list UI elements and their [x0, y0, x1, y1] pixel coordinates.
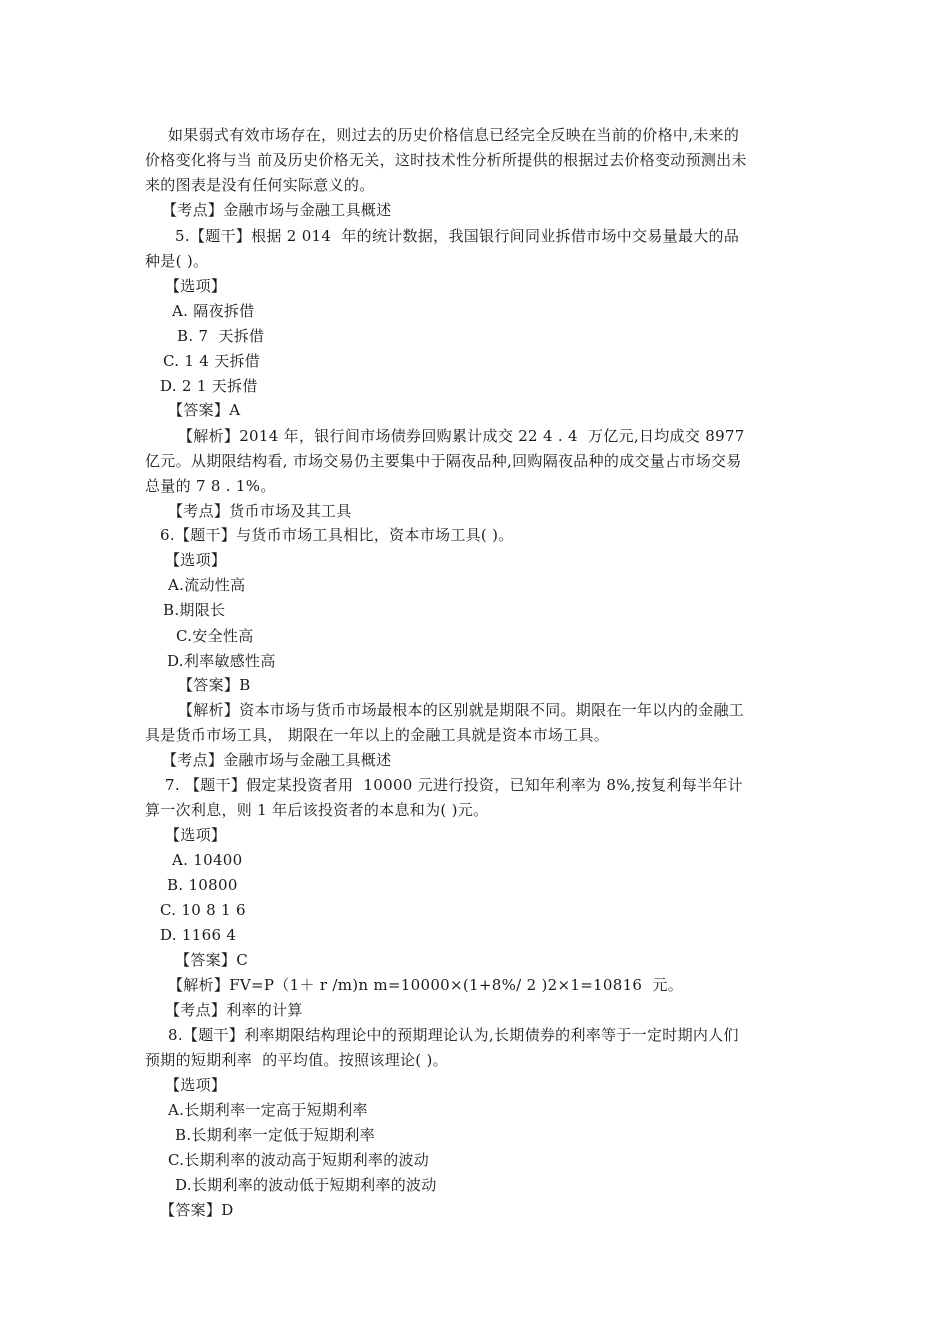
text-line: 【答案】C — [175, 951, 248, 969]
text-line: 【解析】FV=P（1＋ r /m)n m=10000×(1+8%/ 2 )2×1=10816 元。 — [168, 976, 684, 994]
text-line: C.长期利率的波动高于短期利率的波动 — [168, 1151, 430, 1169]
text-line: 7. 【题干】假定某投资者用 10000 元进行投资，已知年利率为 8%,按复利每半年计 — [165, 776, 743, 794]
text-line: 【解析】资本市场与货币市场最根本的区别就是期限不同。期限在一年以内的金融工 — [178, 701, 745, 719]
text-line: 具是货币市场工具， 期限在一年以上的金融工具就是资本市场工具。 — [145, 726, 610, 744]
text-line: 【考点】利率的计算 — [165, 1001, 303, 1019]
text-line: 【答案】A — [168, 401, 241, 419]
text-line: 6.【题干】与货币市场工具相比，资本市场工具( )。 — [160, 526, 514, 544]
text-line: B.长期利率一定低于短期利率 — [175, 1126, 375, 1144]
text-line: D. 1166 4 — [160, 926, 237, 944]
text-line: 【选项】 — [165, 1076, 227, 1094]
text-line: 【选项】 — [165, 826, 227, 844]
text-line: 8.【题干】利率期限结构理论中的预期理论认为,长期债券的利率等于一定时期内人们 — [168, 1026, 739, 1044]
text-line: 【选项】 — [165, 277, 227, 295]
text-line: A. 10400 — [172, 851, 243, 869]
text-line: B.期限长 — [163, 601, 226, 619]
text-line: B. 10800 — [167, 876, 238, 894]
text-line: 总量的 7 8 . 1%。 — [145, 477, 276, 495]
text-line: C. 1 4 天拆借 — [163, 352, 261, 370]
text-line: 种是( )。 — [145, 252, 209, 270]
text-line: 【解析】2014 年，银行间市场债券回购累计成交 22 4 . 4 万亿元,日均成交 8977 — [178, 427, 745, 445]
text-line: 5.【题干】根据 2 014 年的统计数据，我国银行间同业拆借市场中交易量最大的品 — [175, 227, 740, 245]
text-line: 预期的短期利率 的平均值。按照该理论( )。 — [145, 1051, 448, 1069]
text-line: 算一次利息，则 1 年后该投资者的本息和为( )元。 — [145, 801, 489, 819]
text-line: 来的图表是没有任何实际意义的。 — [145, 176, 375, 194]
text-line: D.利率敏感性高 — [167, 652, 276, 670]
text-line: 【考点】货币市场及其工具 — [168, 502, 352, 520]
text-line: A.流动性高 — [168, 576, 246, 594]
text-line: A. 隔夜拆借 — [172, 302, 255, 320]
text-line: 【考点】金融市场与金融工具概述 — [162, 201, 392, 219]
text-line: 价格变化将与当 前及历史价格无关，这时技术性分析所提供的根据过去价格变动预测出未 — [145, 151, 747, 169]
text-line: D. 2 1 天拆借 — [160, 377, 258, 395]
text-line: 【答案】D — [160, 1201, 234, 1219]
text-line: C.安全性高 — [176, 627, 254, 645]
text-line: C. 10 8 1 6 — [160, 901, 246, 919]
text-line: B. 7 天拆借 — [177, 327, 265, 345]
text-line: D.长期利率的波动低于短期利率的波动 — [175, 1176, 437, 1194]
text-line: 【答案】B — [178, 676, 251, 694]
text-line: 【考点】金融市场与金融工具概述 — [162, 751, 392, 769]
text-line: 【选项】 — [165, 551, 227, 569]
text-line: 亿元。从期限结构看, 市场交易仍主要集中于隔夜品种,回购隔夜品种的成交量占市场交易 — [145, 452, 742, 470]
text-line: A.长期利率一定高于短期利率 — [168, 1101, 368, 1119]
text-line: 如果弱式有效市场存在，则过去的历史价格信息已经完全反映在当前的价格中,未来的 — [168, 126, 740, 144]
